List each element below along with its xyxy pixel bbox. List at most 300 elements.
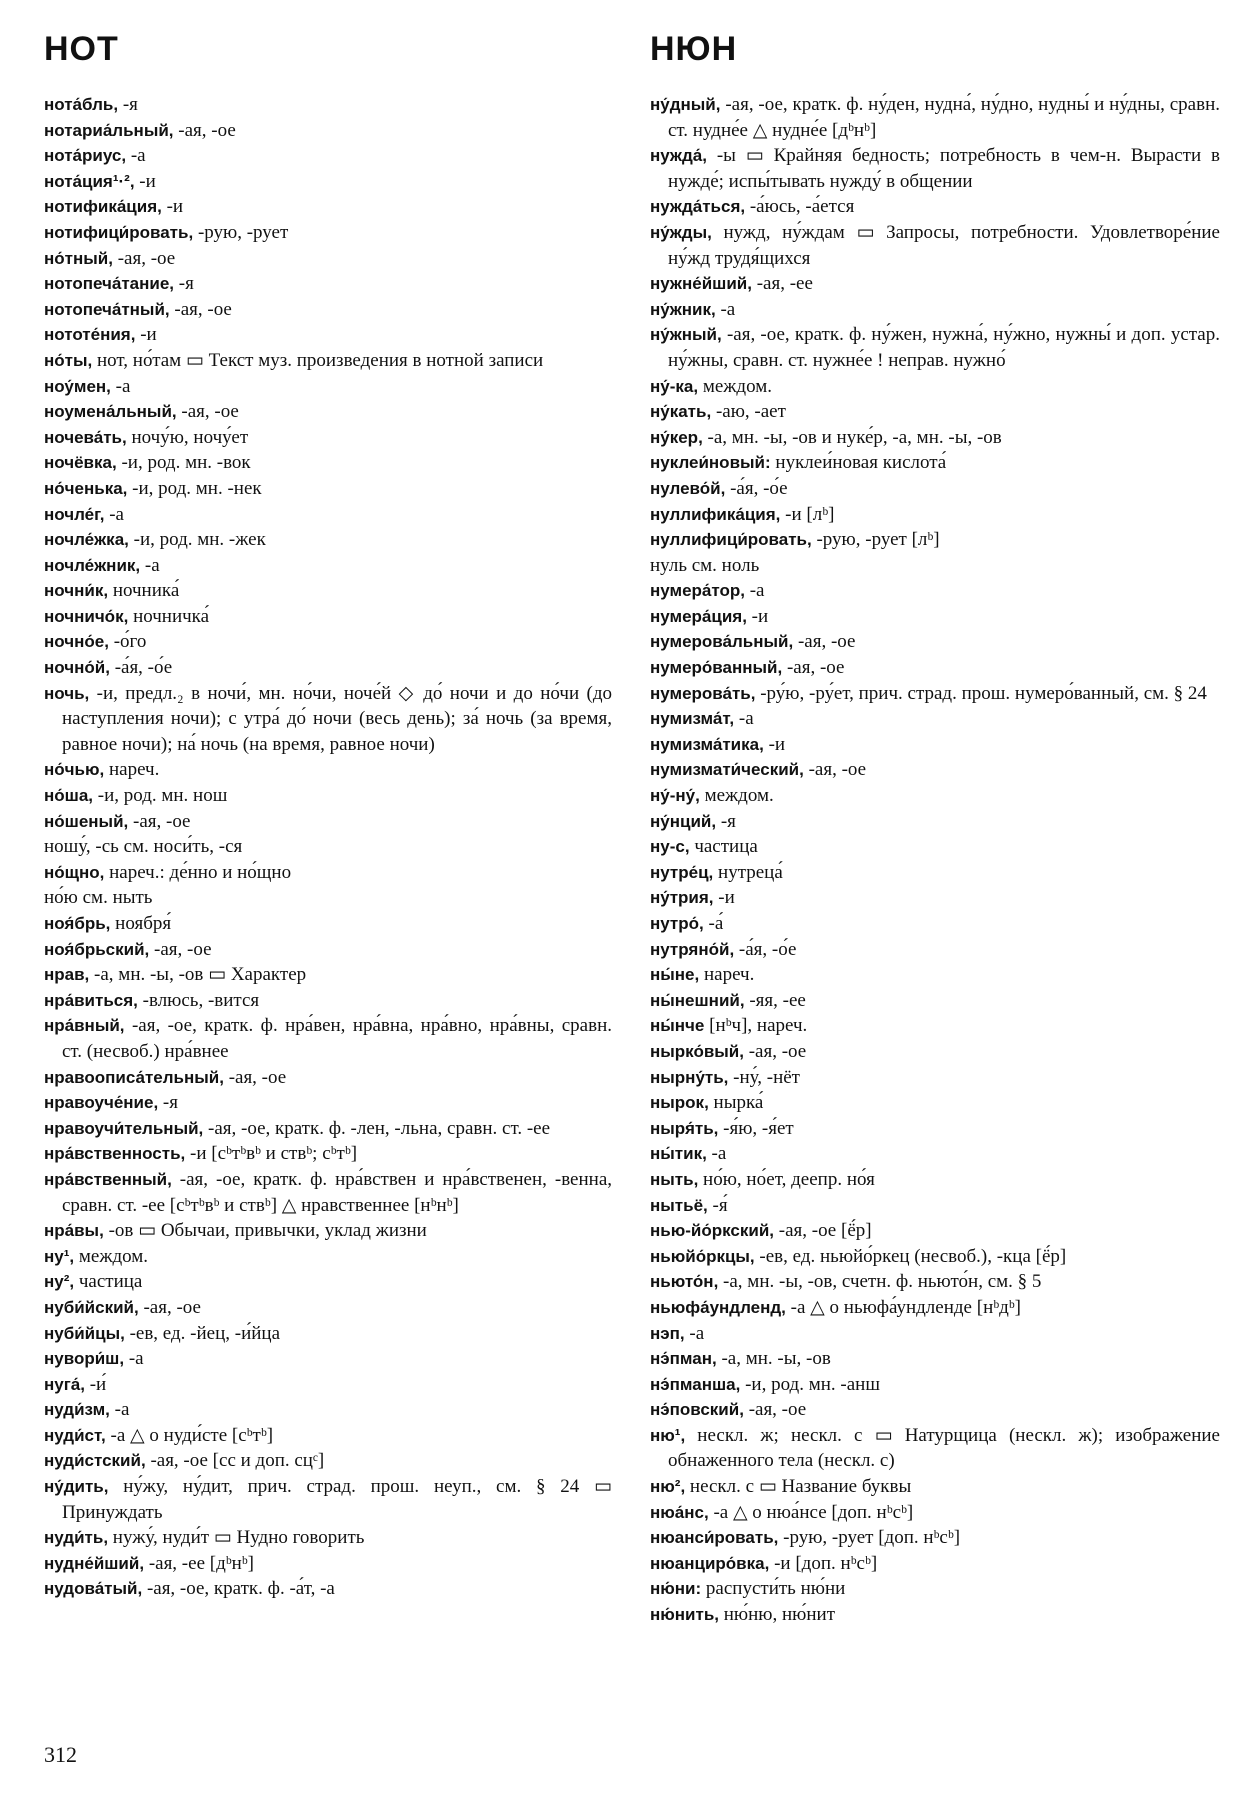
entry-headword: ну¹, (44, 1246, 75, 1266)
entry-headword: нужне́йший, (650, 274, 752, 294)
dictionary-entry (44, 1141, 612, 1167)
entry-headword: нуди́ст, (44, 1425, 106, 1445)
dictionary-entry (44, 1218, 612, 1244)
entry-body: -ая, -ое, кратк. ф. ну́ден, нудна́, ну́дно, нудны́ и ну́дны, сравн. ст. нудне́е △ нудне́е [дᵇнᵇ] (668, 94, 1220, 141)
entry-body: -ая, -ое (223, 1066, 287, 1088)
entry-body: нескл. ж; нескл. с ▭ Натурщица (нескл. ж); изображение обнаженного тела (нескл. с) (668, 1424, 1220, 1472)
entry-body: нареч.: де́нно и но́щно (104, 861, 292, 883)
entry-body: ношу́, -сь см. носи́ть, -ся (44, 836, 243, 858)
entry-headword: нюанси́ровать, (650, 1528, 779, 1548)
dictionary-entry (650, 143, 1220, 194)
dictionary-entry (44, 1090, 612, 1116)
entry-headword: ноумена́льный, (44, 402, 177, 422)
entry-body: -а́я, -о́е (725, 477, 788, 499)
dictionary-entry (44, 937, 612, 963)
dictionary-entry (44, 1448, 612, 1474)
entry-body: -а (706, 1143, 727, 1165)
entry-body: -и, род. мн. -жек (128, 529, 266, 551)
dictionary-entry (650, 1013, 1220, 1039)
dictionary-entry (44, 271, 612, 297)
dictionary-entry (650, 1167, 1220, 1193)
dictionary-entry (650, 1525, 1220, 1551)
entry-body: нареч. (699, 964, 755, 986)
entry-headword: нуллифици́ровать, (650, 530, 812, 550)
dictionary-entry (44, 92, 612, 118)
entry-body: -ая, -ое (173, 119, 236, 141)
entry-headword: нырну́ть, (650, 1067, 729, 1087)
entry-headword: ноя́брь, (44, 914, 111, 933)
dictionary-entry (44, 1116, 612, 1142)
dictionary-entry (650, 322, 1220, 373)
dictionary-entry (44, 629, 612, 655)
entry-headword: нравоучи́тельный, (44, 1118, 204, 1138)
entry-headword: нуди́ть, (44, 1528, 109, 1548)
dictionary-entry (44, 143, 612, 169)
entry-body: ночничка́ (128, 605, 210, 627)
entry-body: частица (74, 1271, 143, 1293)
entry-headword: ну́дить, (44, 1477, 109, 1497)
entry-body: -ая, -ое (128, 810, 191, 832)
entry-headword: нумерова́льный, (650, 632, 794, 652)
entry-body: -ая, -ое (782, 657, 845, 679)
entry-headword: нудне́йший, (44, 1553, 145, 1573)
entry-headword: нрав, (44, 965, 90, 985)
dictionary-entry (650, 450, 1220, 476)
entry-headword: нумизмати́ческий, (650, 760, 804, 780)
entry-headword: но́щно, (44, 862, 105, 882)
dictionary-entry (650, 194, 1220, 220)
entry-body: -аю, -ает (711, 401, 786, 423)
dictionary-entry (44, 783, 612, 809)
entry-body: -ая, -ое (149, 938, 212, 960)
entry-body: -я (174, 273, 194, 295)
dictionary-entry (650, 374, 1220, 400)
entry-headword: ныть, (650, 1169, 699, 1189)
entry-headword: нулево́й, (650, 478, 726, 498)
dictionary-entry (44, 1321, 612, 1347)
entry-headword: нырок, (650, 1093, 709, 1113)
entry-headword: ноя́брьский, (44, 939, 150, 959)
entry-body: -и [сᵇтᵇвᵇ и ствᵇ; сᵇтᵇ] (185, 1143, 358, 1165)
dictionary-entry (650, 1372, 1220, 1398)
dictionary-entry (650, 1193, 1220, 1219)
entry-headword: нумеро́ванный, (650, 658, 783, 678)
entry-body: нуль см. ноль (650, 554, 760, 576)
dictionary-entry (650, 297, 1220, 323)
dictionary-entry (44, 1244, 612, 1270)
entry-body: -ая, -ое, кратк. ф. ну́жен, нужна́, ну́жно, нужны́ и доп. устар. ну́жны, сравн. ст. нужне́е ! неправ. нужно́ (668, 324, 1220, 371)
entry-headword: но́тный, (44, 248, 113, 268)
entry-headword: нумера́ция, (650, 606, 747, 626)
dictionary-entry (650, 783, 1220, 809)
entry-body: -я (716, 810, 736, 832)
entry-body: ночника́ (108, 580, 180, 602)
dictionary-entry (44, 578, 612, 604)
entry-body: -а́ (703, 913, 724, 934)
entry-body: нырка́ (708, 1092, 764, 1114)
dictionary-entry (44, 553, 612, 579)
entry-body: -и, род. мн. -нек (127, 477, 262, 499)
dictionary-entry (650, 399, 1220, 425)
entry-headword: нототе́ния, (44, 325, 136, 345)
dictionary-entry (650, 553, 1220, 579)
entry-headword: ныря́ть, (650, 1118, 719, 1138)
entry-headword: нуклеи́новый: (650, 453, 771, 473)
dictionary-entry (650, 885, 1220, 911)
entry-headword: нотопеча́тный, (44, 299, 170, 319)
entry-body: -ая, -ое, кратк. ф. -лен, -льна, сравн. ст. -ее (203, 1117, 551, 1139)
entry-body: междом. (699, 785, 774, 807)
dictionary-entry (44, 450, 612, 476)
dictionary-entry (650, 604, 1220, 630)
entry-body: -и (134, 170, 156, 192)
dictionary-entry (650, 809, 1220, 835)
dictionary-entry (650, 1065, 1220, 1091)
entry-body: -а (124, 1348, 144, 1370)
entry-headword: нуга́, (44, 1374, 85, 1394)
dictionary-entry (44, 220, 612, 246)
entry-headword: но́шеный, (44, 811, 129, 831)
entry-body: [нᵇч], нареч. (704, 1015, 808, 1037)
entry-headword: ню́ни: (650, 1579, 702, 1599)
dictionary-entry (44, 1397, 612, 1423)
entry-headword: нутро́, (650, 914, 704, 933)
entry-body: нот, но́там ▭ Текст муз. произведения в нотной записи (92, 349, 544, 371)
dictionary-entry (44, 348, 612, 374)
entry-headword: нра́вы, (44, 1221, 104, 1241)
dictionary-entry (44, 527, 612, 553)
entry-body: междом. (74, 1245, 149, 1267)
entry-headword: нра́вственность, (44, 1144, 186, 1164)
entry-body: -ая, -ое (793, 631, 856, 653)
dictionary-entry (650, 911, 1220, 937)
dictionary-entry (650, 1269, 1220, 1295)
entry-body: -а (715, 298, 736, 320)
entry-headword: ночле́жка, (44, 530, 129, 550)
entry-headword: ну́жный, (650, 325, 722, 345)
entry-body: -а (140, 554, 160, 576)
entry-headword: ны́тик, (650, 1144, 707, 1164)
dictionary-entry (650, 962, 1220, 988)
dictionary-entry (44, 297, 612, 323)
entry-headword: нумера́тор, (650, 581, 745, 601)
dictionary-entry (44, 476, 612, 502)
entry-body: -ая, -ое (743, 1040, 807, 1062)
entry-body: -а (110, 375, 131, 397)
dictionary-entry (44, 1551, 612, 1577)
dictionary-entry (44, 1576, 612, 1602)
entry-body: -рую, -рует [лᵇ] (811, 529, 940, 551)
entry-headword: нудова́тый, (44, 1579, 143, 1599)
entry-body: -ы ▭ Крайняя бедность; потребность в чем-н. Вырасти в нужде́; испы́тывать нужду́ в общении (668, 145, 1220, 192)
entry-body: -и (746, 605, 769, 627)
entry-headword: нравоуче́ние, (44, 1093, 159, 1113)
entry-headword: ну́жды, (650, 222, 712, 242)
right-column (650, 92, 1220, 1628)
entry-body: -ая, -ое, кратк. ф. -а́т, -а (142, 1578, 335, 1600)
entry-body: -ая, -ое [сс и доп. сцᶜ] (145, 1450, 325, 1472)
entry-headword: ночничо́к, (44, 606, 129, 626)
entry-body: -я́ю, -я́ет (718, 1117, 794, 1139)
entry-body: -ая, -ое (803, 759, 867, 781)
entry-body: ноября́ (110, 913, 172, 934)
entry-headword: нэп, (650, 1323, 685, 1343)
entry-headword: нырко́вый, (650, 1041, 744, 1061)
entry-body: нужд, ну́ждам ▭ Запросы, потребности. Удовлетворе́ние ну́жд трудя́щихся (668, 221, 1220, 269)
dictionary-entry (650, 425, 1220, 451)
dictionary-entry (44, 757, 612, 783)
dictionary-entry (650, 860, 1220, 886)
dictionary-entry (650, 937, 1220, 963)
running-head-left: НОТ (44, 30, 119, 68)
entry-headword: ночле́г, (44, 504, 105, 524)
entry-body: -а (684, 1322, 705, 1344)
entry-headword: ночно́й, (44, 658, 110, 678)
entry-headword: нюа́нс, (650, 1502, 709, 1522)
entry-headword: нотопеча́тание, (44, 274, 175, 294)
entry-headword: нуди́зм, (44, 1400, 110, 1420)
dictionary-entry (650, 476, 1220, 502)
entry-headword: нумизма́т, (650, 709, 735, 729)
dictionary-entry (44, 834, 612, 860)
entry-body: -я (158, 1092, 178, 1114)
entry-headword: нумерова́ть, (650, 683, 756, 703)
entry-headword: нужда́, (650, 146, 707, 166)
entry-headword: ну́-ну́, (650, 786, 700, 806)
entry-body: нареч. (104, 759, 160, 781)
entry-body: -ая, -ое [ё́р] (774, 1220, 872, 1242)
entry-headword: ньюйо́ркцы, (650, 1246, 755, 1266)
entry-body: нужу́, нуди́т ▭ Нудно говорить (108, 1527, 365, 1549)
entry-body: -ая, -ое (169, 298, 232, 320)
entry-body: -и (763, 733, 786, 755)
entry-headword: нотифици́ровать, (44, 222, 194, 242)
entry-body: ну́жу, ну́дит, прич. страд. прош. неуп., см. § 24 ▭ Принуждать (62, 1476, 612, 1523)
entry-headword: ну-с, (650, 837, 690, 857)
entry-headword: ну́жник, (650, 299, 716, 319)
dictionary-entry (650, 988, 1220, 1014)
entry-body: -я (118, 94, 138, 115)
dictionary-entry (650, 629, 1220, 655)
entry-body: -а (104, 503, 124, 525)
dictionary-entry (44, 1372, 612, 1398)
running-head-right: НЮН (650, 30, 738, 68)
entry-headword: нуди́стский, (44, 1451, 146, 1471)
entry-body: -а́юсь, -а́ется (745, 196, 855, 218)
entry-headword: нюанциро́вка, (650, 1553, 770, 1573)
dictionary-entry (650, 1423, 1220, 1474)
page-number: 312 (44, 1742, 77, 1767)
dictionary-entry (650, 1346, 1220, 1372)
dictionary-entry (44, 194, 612, 220)
dictionary-entry (44, 988, 612, 1014)
dictionary-entry (44, 1295, 612, 1321)
entry-headword: нэ́повский, (650, 1400, 744, 1420)
entry-headword: ночле́жник, (44, 555, 141, 575)
entry-body: -и (135, 324, 157, 346)
dictionary-entry (44, 1474, 612, 1525)
dictionary-entry (44, 655, 612, 681)
dictionary-entry (44, 1167, 612, 1218)
entry-body: -а́я, -о́е (734, 938, 797, 960)
entry-body: -а (734, 708, 754, 730)
entry-body: -а (126, 145, 146, 167)
entry-headword: но́ша, (44, 786, 93, 806)
entry-headword: нра́вственный, (44, 1169, 172, 1189)
entry-body: междом. (698, 375, 772, 397)
dictionary-entry (44, 374, 612, 400)
dictionary-entry (650, 1576, 1220, 1602)
entry-headword: нота́бль, (44, 95, 119, 114)
entry-headword: ну², (44, 1272, 75, 1292)
entry-headword: нэ́пманша, (650, 1374, 741, 1394)
entry-body: -а, мн. -ы, -ов ▭ Характер (89, 964, 307, 986)
entry-body: -и (713, 887, 735, 909)
entry-body: -ая, -ее (751, 273, 813, 295)
entry-body: -ру́ю, -ру́ет, прич. страд. прош. нумеро́ванный, см. § 24 (755, 682, 1207, 704)
entry-body: -и (161, 196, 184, 218)
dictionary-entry (650, 1244, 1220, 1270)
entry-headword: нра́вный, (44, 1016, 125, 1036)
entry-body: -и, род. мн. нош (93, 785, 228, 807)
entry-body: -и [лᵇ] (780, 503, 835, 525)
dictionary-entry (44, 962, 612, 988)
dictionary-entry (44, 860, 612, 886)
entry-headword: ню́нить, (650, 1605, 720, 1625)
entry-headword: нумизма́тика, (650, 734, 764, 754)
entry-headword: ночно́е, (44, 632, 109, 652)
dictionary-entry (650, 706, 1220, 732)
entry-body: -ая, -ое (138, 1296, 201, 1318)
entry-body: -а △ о ньюфа́ундленде [нᵇдᵇ] (785, 1296, 1021, 1318)
entry-headword: нравоописа́тельный, (44, 1067, 224, 1087)
entry-headword: нувори́ш, (44, 1349, 125, 1369)
dictionary-entry (650, 527, 1220, 553)
dictionary-entry (650, 578, 1220, 604)
dictionary-entry (44, 169, 612, 195)
dictionary-entry (650, 1551, 1220, 1577)
entry-body: нутреца́ (713, 861, 783, 883)
dictionary-entry (650, 1397, 1220, 1423)
entry-headword: нуби́йский, (44, 1297, 139, 1317)
entry-headword: нутряно́й, (650, 939, 735, 959)
entry-body: -рую, -рует [доп. нᵇсᵇ] (778, 1527, 961, 1549)
dictionary-entry (44, 911, 612, 937)
entry-headword: но́ты, (44, 350, 93, 370)
entry-body: распусти́ть ню́ни (701, 1578, 846, 1600)
dictionary-entry (44, 502, 612, 528)
entry-headword: но́ченька, (44, 478, 128, 498)
dictionary-entry (44, 1269, 612, 1295)
dictionary-entry (44, 604, 612, 630)
entry-body: -а (109, 1399, 130, 1421)
entry-headword: ну́кер, (650, 427, 703, 447)
entry-body: -а △ о нюа́нсе [доп. нᵇсᵇ] (708, 1501, 914, 1523)
dictionary-entry (44, 809, 612, 835)
dictionary-entry (650, 1039, 1220, 1065)
entry-headword: ноу́мен, (44, 376, 111, 396)
entry-headword: нотариа́льный, (44, 120, 174, 140)
entry-headword: нью-йо́ркский, (650, 1221, 774, 1241)
dictionary-entry (44, 246, 612, 272)
entry-headword: нытьё, (650, 1195, 708, 1215)
entry-headword: нутре́ц, (650, 862, 714, 882)
entry-body: но́ю, но́ет, деепр. но́я (698, 1168, 875, 1190)
entry-body: -влюсь, -вится (137, 989, 260, 1011)
entry-headword: ньюто́н, (650, 1272, 719, 1292)
entry-body: -и, род. мн. -вок (116, 452, 251, 474)
entry-body: -и, предл.₂ в ночи́, мн. но́чи, ноче́й ◇ до́ ночи и до но́чи (до наступления ночи); с утра́ до́ ночи (весь день); за́ ночь (за время, равное ночи); на́ ночь (на время, равное ночи) (62, 682, 612, 755)
entry-headword: ны́не, (650, 965, 700, 985)
entry-body: -ая, -ое, кратк. ф. нра́вен, нра́вна, нра́вно, нра́вны, сравн. ст. (несвоб.) нра́внее (62, 1015, 612, 1062)
entry-body: -а, мн. -ы, -ов, счетн. ф. ньюто́н, см. § 5 (718, 1271, 1042, 1293)
dictionary-entry (650, 1321, 1220, 1347)
entry-body: -ая, -ое (743, 1399, 807, 1421)
dictionary-entry (650, 1141, 1220, 1167)
dictionary-entry (44, 1423, 612, 1449)
entry-body: -ну́, -нёт (728, 1066, 800, 1088)
entry-headword: нуллифика́ция, (650, 504, 781, 524)
entry-body: -а, мн. -ы, -ов и нуке́р, -а, мн. -ы, -ов (702, 426, 1002, 448)
entry-headword: ны́нче (650, 1016, 705, 1036)
entry-body: -ая, -ое (176, 401, 239, 423)
dictionary-entry (44, 1065, 612, 1091)
entry-headword: ночни́к, (44, 581, 109, 601)
entry-headword: но́чью, (44, 760, 105, 780)
dictionary-entry (44, 322, 612, 348)
entry-headword: нра́виться, (44, 990, 138, 1010)
entry-body: -а △ о нуди́сте [сᵇтᵇ] (105, 1424, 274, 1446)
entry-body: -и́ (84, 1373, 107, 1395)
entry-body: нуклеи́новая кислота́ (770, 452, 947, 474)
entry-headword: нэ́пман, (650, 1349, 717, 1369)
dictionary-entry (650, 1218, 1220, 1244)
entry-headword: ню¹, (650, 1425, 686, 1445)
entry-body: ночу́ю, ночу́ет (126, 426, 249, 448)
entry-body: -ов ▭ Обычаи, привычки, уклад жизни (103, 1220, 427, 1242)
dictionary-entry (650, 1602, 1220, 1628)
entry-headword: ню², (650, 1477, 686, 1497)
entry-headword: ночёвка, (44, 453, 117, 473)
dictionary-entry (650, 502, 1220, 528)
entry-body: ню́ню, ню́нит (719, 1604, 835, 1626)
dictionary-entry (650, 1474, 1220, 1500)
entry-body: -а (744, 580, 765, 602)
dictionary-entry (650, 757, 1220, 783)
entry-body: -ев, ед. ньюйо́ркец (несвоб.), -кца [ё́р] (754, 1245, 1067, 1267)
entry-body: -рую, -рует (193, 221, 289, 243)
dictionary-entry (650, 1090, 1220, 1116)
dictionary-entry (44, 399, 612, 425)
entry-headword: ну́нций, (650, 811, 717, 831)
dictionary-entry (650, 834, 1220, 860)
entry-body: -а́я, -о́е (109, 657, 173, 679)
entry-body: нескл. с ▭ Название буквы (685, 1476, 912, 1498)
dictionary-entry (44, 1525, 612, 1551)
dictionary-entry (44, 118, 612, 144)
dictionary-entry (650, 1295, 1220, 1321)
entry-headword: нуби́йцы, (44, 1323, 125, 1343)
dictionary-entry (650, 92, 1220, 143)
dictionary-entry (44, 425, 612, 451)
dictionary-entry (44, 681, 612, 758)
entry-headword: ну́дный, (650, 95, 721, 114)
dictionary-entry (650, 271, 1220, 297)
entry-headword: нужда́ться, (650, 197, 746, 217)
entry-headword: нотифика́ция, (44, 197, 162, 217)
dictionary-entry (650, 220, 1220, 271)
entry-body: -о́го (108, 631, 147, 653)
